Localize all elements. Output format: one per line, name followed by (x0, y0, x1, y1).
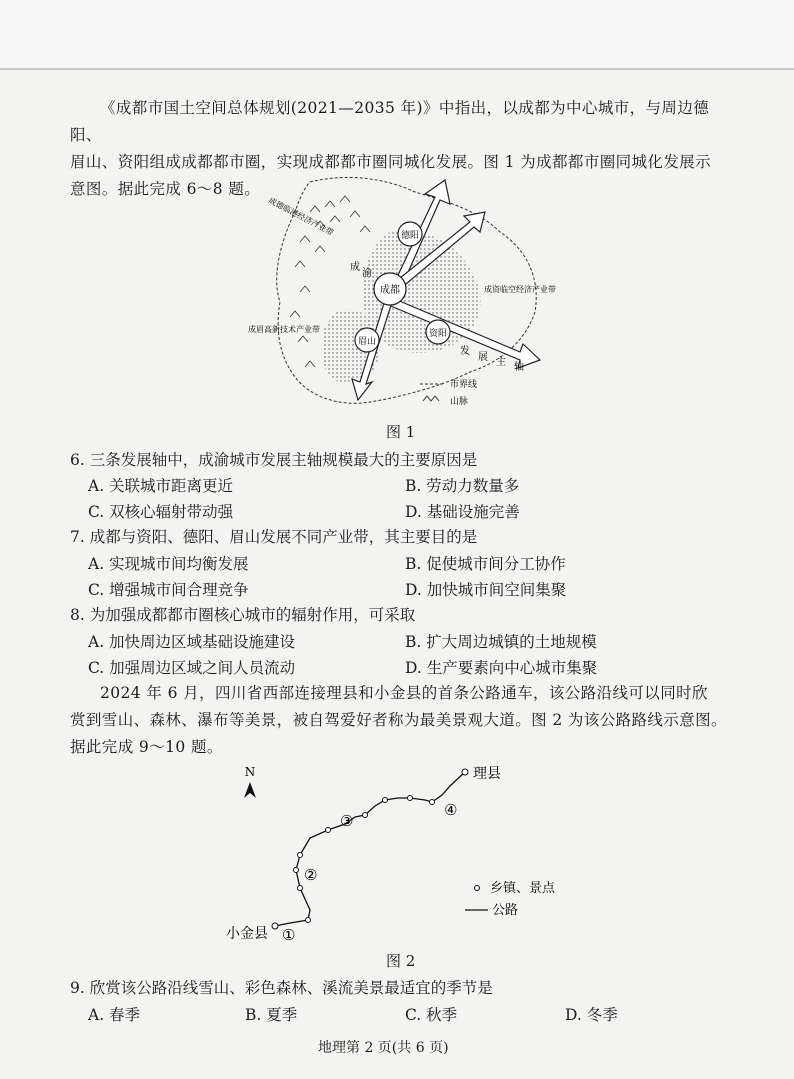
marker-4: ④ (444, 801, 458, 819)
main-axis-char: 展 (478, 352, 488, 363)
intro-paragraph-2 (70, 680, 740, 761)
q6-option-a[interactable]: A. 关联城市距离更近 (88, 477, 234, 495)
belt-label-ziyang: 成资临空经济产业带 (484, 285, 556, 294)
main-axis-char: 发 (460, 346, 470, 357)
end-town-label: 理县 (473, 766, 501, 782)
q7-stem: 7. 成都与资阳、德阳、眉山发展不同产业带，其主要目的是 (70, 528, 478, 546)
intro1-line3: 意图。据此完成 6～8 题。 (70, 180, 261, 198)
page-footer: 地理第 2 页(共 6 页) (318, 1040, 449, 1056)
figure-1-caption: 图 1 (386, 423, 416, 441)
figure-1-map (240, 172, 570, 412)
belt-label-deyang: 成德临港经济产业带 (267, 195, 335, 238)
intro2-line2: 赏到雪山、森林、瀑布等美景，被自驾爱好者称为最美景观大道。图 2 为该公路路线示意图。 (70, 711, 727, 729)
marker-1: ① (282, 926, 296, 944)
top-bar (0, 0, 794, 70)
q9-option-d[interactable]: D. 冬季 (565, 1006, 618, 1024)
intro1-line2: 眉山、资阳组成成都都市圈，实现成都都市圈同城化发展。图 1 为成都都市圈同城化发展示 (70, 153, 712, 171)
q8-option-a[interactable]: A. 加快周边区域基础设施建设 (88, 633, 296, 651)
q8-stem: 8. 为加强成都都市圈核心城市的辐射作用，可采取 (70, 606, 416, 624)
q9-option-a[interactable]: A. 春季 (88, 1006, 141, 1024)
svg-text:成都: 成都 (380, 285, 400, 296)
city-ziyang (426, 320, 450, 344)
intro2-line3: 据此完成 9～10 题。 (70, 738, 223, 756)
svg-text:资阳: 资阳 (428, 329, 448, 339)
svg-text:眉山: 眉山 (357, 337, 377, 347)
legend-boundary: 市界线 (450, 380, 478, 390)
q9-option-b[interactable]: B. 夏季 (245, 1006, 298, 1024)
q6-option-c[interactable]: C. 双核心辐射带动强 (88, 503, 234, 521)
q6-option-d[interactable]: D. 基础设施完善 (405, 503, 520, 521)
figure-2-road-map (220, 760, 600, 950)
figure-2-caption: 图 2 (386, 952, 416, 970)
legend-mountain: 山脉 (450, 397, 469, 407)
belt-label-meishan: 成眉高新技术产业带 (248, 325, 320, 334)
main-axis-char: 主 (496, 357, 506, 368)
axis-char: 成 (350, 262, 360, 273)
q7-option-a[interactable]: A. 实现城市间均衡发展 (88, 555, 249, 573)
town-points (272, 769, 468, 929)
q8-option-b[interactable]: B. 扩大周边城镇的土地规模 (405, 633, 597, 651)
city-chengdu (374, 273, 406, 305)
start-town-label: 小金县 (226, 926, 268, 942)
intro2-line1: 2024 年 6 月，四川省西部连接理县和小金县的首条公路通车，该公路沿线可以同时欣 (100, 684, 708, 702)
q9-option-c[interactable]: C. 秋季 (405, 1006, 458, 1024)
q6-stem: 6. 三条发展轴中，成渝城市发展主轴规模最大的主要原因是 (70, 451, 478, 469)
road-line (275, 772, 465, 926)
legend-town: 乡镇、景点 (490, 881, 556, 896)
q7-option-c[interactable]: C. 增强城市间合理竞争 (88, 581, 249, 599)
q9-stem: 9. 欣赏该公路沿线雪山、彩色森林、溪流美景最适宜的季节是 (70, 979, 493, 997)
q8-option-c[interactable]: C. 加强周边区域之间人员流动 (88, 659, 296, 677)
q8-option-d[interactable]: D. 生产要素向中心城市集聚 (405, 659, 598, 677)
axis-char: 渝 (362, 268, 372, 279)
legend-road: 公路 (492, 903, 519, 918)
city-deyang (398, 222, 422, 246)
city-meishan (355, 328, 379, 352)
marker-3: ③ (340, 812, 354, 830)
q6-option-b[interactable]: B. 劳动力数量多 (405, 477, 520, 495)
svg-text:德阳: 德阳 (400, 231, 420, 241)
north-label: N (244, 765, 256, 779)
north-arrow-icon (244, 782, 256, 798)
main-axis-char: 轴 (514, 362, 524, 373)
q7-option-b[interactable]: B. 促使城市间分工协作 (405, 555, 566, 573)
marker-2: ② (304, 866, 318, 884)
q7-option-d[interactable]: D. 加快城市间空间集聚 (405, 581, 567, 599)
intro1-line1: 《成都市国土空间总体规划(2021—2035 年)》中指出，以成都为中心城市，与周边德阳、 (70, 99, 710, 144)
